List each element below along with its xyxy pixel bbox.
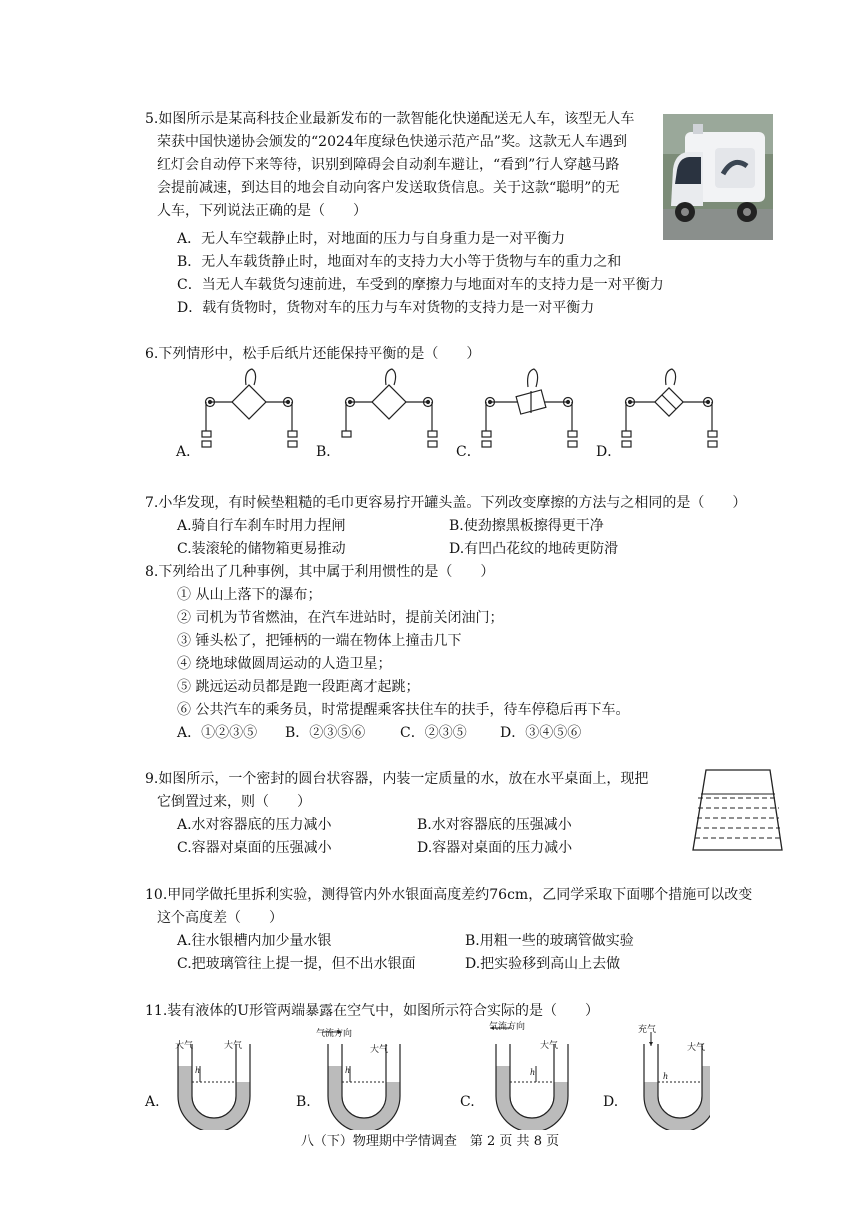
q8-item-6: ⑥ 公共汽车的乘务员，时常提醒乘客扶住车的扶手，待车停稳后再下车。: [177, 702, 630, 718]
q7-stem: 7.小华发现，有时候垫粗糙的毛巾更容易拧开罐头盖。下列改变摩擦的方法与之相同的是（ ）: [145, 495, 747, 511]
q5-line-4: 会提前减速，到达目的地会自动向客户发送取货信息。关于这款“聪明”的无: [157, 180, 620, 196]
q10-option-a: A.往水银槽内加少量水银: [177, 933, 332, 949]
q6-figure-a: [202, 369, 297, 447]
q6-label-c: C．: [456, 444, 481, 460]
q6-figure-d: [622, 369, 717, 447]
q11-figure-a: [178, 1044, 250, 1130]
delivery-vehicle-photo: [663, 114, 773, 240]
q11-b-h: h: [345, 1066, 351, 1075]
q11-label-a: A.: [145, 1094, 160, 1110]
q11-b-flow: 气流方向: [316, 1029, 353, 1039]
q7-option-a: A.骑自行车刹车时用力捏闸: [177, 518, 346, 534]
q11-stem: 11.装有液体的U形管两端暴露在空气中，如图所示符合实际的是（ ）: [145, 1003, 600, 1019]
q6-figure-c: [482, 369, 577, 447]
q10-option-d: D.把实验移到高山上去做: [465, 956, 621, 972]
q8-option-a: A．①②③⑤: [177, 725, 258, 741]
q5-option-b: B．无人车载货静止时，地面对车的支持力大小等于货物与车的重力之和: [177, 254, 622, 270]
q6-label-b: B．: [316, 444, 341, 460]
q8-item-4: ④ 绕地球做圆周运动的人造卫星；: [177, 656, 392, 672]
q11-d-air: 大气: [687, 1043, 706, 1053]
q9-line-1: 9.如图所示，一个密封的圆台状容器，内装一定质量的水，放在水平桌面上，现把: [145, 771, 649, 787]
q5-option-a: A．无人车空载静止时，对地面的压力与自身重力是一对平衡力: [177, 231, 566, 247]
q5-line-5: 人车，下列说法正确的是（ ）: [157, 203, 367, 219]
question-5: [145, 108, 665, 223]
q8-option-c: C．②③⑤: [400, 725, 467, 741]
q8-item-1: ① 从山上落下的瀑布；: [177, 587, 322, 603]
question-7: [145, 492, 785, 561]
q5-line-2: 荣获中国快递协会颁发的“2024年度绿色快递示范产品”奖。这款无人车遇到: [157, 134, 627, 150]
q5-options: [145, 228, 785, 320]
q9-option-d: D.容器对桌面的压力减小: [417, 840, 573, 856]
q11-c-air: 大气: [540, 1041, 559, 1051]
q11-a-air-right: 大气: [224, 1041, 243, 1051]
page-footer: 八（下）物理期中学情调查 第 2 页 共 8 页: [300, 1134, 560, 1149]
q9-option-b: B.水对容器底的压强减小: [417, 817, 572, 833]
q9-option-a: A.水对容器底的压力减小: [177, 817, 332, 833]
q11-label-d: D.: [603, 1094, 619, 1110]
q7-option-c: C.装滚轮的储物箱更易推动: [177, 541, 346, 557]
question-6: [145, 343, 785, 366]
q8-option-d: D．③④⑤⑥: [500, 725, 582, 741]
q10-line-1: 10.甲同学做托里拆利实验，测得管内外水银面高度差约76cm，乙同学采取下面哪个措施可以改变: [145, 887, 753, 903]
q11-d-h: h: [663, 1072, 669, 1081]
question-11: [145, 1000, 785, 1023]
q11-c-h: h: [530, 1068, 536, 1077]
q8-option-b: B．②③⑤⑥: [285, 725, 366, 741]
q9-option-c: C.容器对桌面的压强减小: [177, 840, 332, 856]
q11-figure-b: [322, 1030, 400, 1130]
q11-label-c: C.: [460, 1094, 475, 1110]
q11-c-flow: 气流方向: [489, 1022, 526, 1032]
q9-line-2: 它倒置过来，则（ ）: [157, 794, 311, 810]
q6-label-a: A．: [176, 444, 201, 460]
question-10: [145, 884, 785, 976]
q6-figures: [170, 365, 730, 460]
q11-a-h: h: [195, 1066, 201, 1075]
q11-a-air-left: 大气: [175, 1041, 194, 1051]
q8-item-5: ⑤ 跳远运动员都是跑一段距离才起跳；: [177, 679, 420, 695]
q10-option-c: C.把玻璃管往上提一提，但不出水银面: [177, 956, 416, 972]
q10-line-2: 这个高度差（ ）: [157, 910, 283, 926]
q11-d-inflate: 充气: [638, 1025, 657, 1035]
q11-label-b: B.: [296, 1094, 311, 1110]
q6-label-d: D．: [596, 444, 622, 460]
question-8: [145, 561, 785, 745]
q7-option-b: B.使劲擦黑板擦得更干净: [449, 518, 604, 534]
q9-frustum-container-figure: [690, 768, 785, 854]
q5-option-d: D．载有货物时，货物对车的压力与车对货物的支持力是一对平衡力: [177, 300, 595, 316]
q6-stem: 6.下列情形中，松手后纸片还能保持平衡的是（ ）: [145, 346, 481, 362]
q5-line-1: 5.如图所示是某高科技企业最新发布的一款智能化快递配送无人车，该型无人车: [145, 111, 635, 127]
q8-stem: 8.下列给出了几种事例，其中属于利用惯性的是（ ）: [145, 564, 495, 580]
q5-line-3: 红灯会自动停下来等待，识别到障碍会自动刹车避让，“看到”行人穿越马路: [157, 157, 620, 173]
q6-figure-b: [342, 369, 437, 447]
q8-item-2: ② 司机为节省燃油，在汽车进站时，提前关闭油门；: [177, 610, 504, 626]
question-9: [145, 768, 695, 860]
q10-option-b: B.用粗一些的玻璃管做实验: [465, 933, 634, 949]
q5-option-c: C．当无人车载货匀速前进，车受到的摩擦力与地面对车的支持力是一对平衡力: [177, 277, 664, 293]
q7-option-d: D.有凹凸花纹的地砖更防滑: [449, 541, 619, 557]
q8-item-3: ③ 锤头松了，把锤柄的一端在物体上撞击几下: [177, 633, 462, 649]
q11-b-air: 大气: [370, 1045, 389, 1055]
